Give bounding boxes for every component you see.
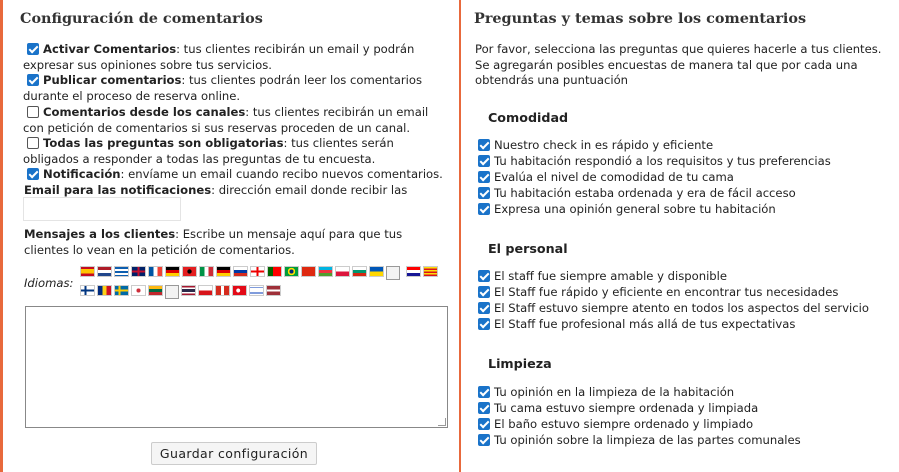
flag-eu-icon[interactable] xyxy=(215,285,230,296)
question-item xyxy=(478,317,888,333)
flag-ge-icon[interactable] xyxy=(250,266,265,277)
client-message-textarea[interactable] xyxy=(25,306,448,428)
question-item xyxy=(478,170,888,186)
client-message-desc: : Escribe un mensaje aquí para que tus clientes lo vean en la petición de comentarios. xyxy=(24,227,403,257)
feedback-questions-panel xyxy=(461,0,899,472)
broken-image-icon-2[interactable] xyxy=(165,285,179,299)
question-label: El Staff estuvo siempre atento en todos los aspectos del servicio xyxy=(494,301,869,315)
question-label: Tu habitación estaba ordenada y era de fácil acceso xyxy=(494,186,796,200)
notification-email-title: Email para las notificaciones xyxy=(24,183,212,197)
question-label: Tu opinión sobre la limpieza de las partes comunales xyxy=(494,433,801,447)
flag-nl-icon[interactable] xyxy=(97,266,112,277)
channel-comments-desc: : tus clientes recibirán un email con petición de comentarios si sus reservas proceden de un canal. xyxy=(23,105,429,135)
languages-label: Idiomas: xyxy=(24,276,74,290)
question-item xyxy=(478,202,888,218)
flag-gr-icon[interactable] xyxy=(114,266,129,277)
client-message-title: Mensajes a los clientes xyxy=(24,227,176,241)
question-checkbox[interactable] xyxy=(478,187,490,199)
flag-lv-icon[interactable] xyxy=(266,285,281,296)
question-item xyxy=(478,269,888,285)
publish-comments-checkbox[interactable] xyxy=(27,74,39,86)
question-label: Expresa una opinión general sobre tu habitación xyxy=(494,202,776,216)
flag-it-icon[interactable] xyxy=(199,266,214,277)
flag-bg-icon[interactable] xyxy=(352,266,367,277)
question-checkbox[interactable] xyxy=(478,386,490,398)
flag-ua-icon[interactable] xyxy=(369,266,384,277)
flag-de2-icon[interactable] xyxy=(216,266,231,277)
publish-comments-desc: : tus clientes podrán leer los comentarios durante el proceso de reserva online. xyxy=(23,73,423,103)
flag-az-icon[interactable] xyxy=(318,266,333,277)
flag-tr-icon[interactable] xyxy=(232,285,247,296)
notification-email-input[interactable] xyxy=(23,197,181,221)
flag-pt-icon[interactable] xyxy=(267,266,282,277)
question-label: Tu cama estuvo siempre ordenada y limpiada xyxy=(494,401,759,415)
required-questions-checkbox[interactable] xyxy=(27,137,39,149)
question-label: El Staff fue rápido y eficiente en encontrar tus necesidades xyxy=(494,285,839,299)
notification-label: Notificación xyxy=(43,167,121,181)
question-checkbox[interactable] xyxy=(478,270,490,282)
feedback-settings-title: Configuración de comentarios xyxy=(20,10,263,27)
question-item xyxy=(478,433,888,449)
question-label: El staff fue siempre amable y disponible xyxy=(494,269,728,283)
flag-al-icon[interactable] xyxy=(182,266,197,277)
client-message-label xyxy=(24,227,448,258)
question-item xyxy=(478,301,888,317)
question-label: El baño estuvo siempre ordenado y limpiado xyxy=(494,417,754,431)
notification-desc: : envíame un email cuando recibo nuevos comentarios. xyxy=(120,167,443,181)
question-item xyxy=(478,186,888,202)
flag-es-icon[interactable] xyxy=(80,266,95,277)
question-checkbox[interactable] xyxy=(478,402,490,414)
questions-intro: Por favor, selecciona las preguntas que quieres hacerle a tus clientes. Se agregarán posibles encuestas de manera tal que por cada una obtendrás una puntuación xyxy=(475,42,882,87)
flag-de-icon[interactable] xyxy=(165,266,180,277)
section-title-cleanliness: Limpieza xyxy=(488,356,552,371)
flag-lt-icon[interactable] xyxy=(148,285,163,296)
question-checkbox[interactable] xyxy=(478,139,490,151)
notification-email-desc: : dirección email donde recibir las xyxy=(211,183,408,197)
broken-image-icon[interactable] xyxy=(386,266,400,280)
question-item xyxy=(478,138,888,154)
question-item xyxy=(478,417,888,433)
flag-gb-icon[interactable] xyxy=(131,266,146,277)
activate-comments-checkbox[interactable] xyxy=(27,43,39,55)
option-publish-comments xyxy=(23,73,443,104)
question-label: Evalúa el nivel de comodidad de tu cama xyxy=(494,170,734,184)
question-label: Tu opinión en la limpieza de la habitación xyxy=(494,385,735,399)
save-settings-button[interactable]: Guardar configuración xyxy=(151,442,317,465)
question-checkbox[interactable] xyxy=(478,203,490,215)
question-checkbox[interactable] xyxy=(478,155,490,167)
flag-ru-icon[interactable] xyxy=(233,266,248,277)
flag-se-icon[interactable] xyxy=(114,285,129,296)
publish-comments-label: Publicar comentarios xyxy=(43,73,182,87)
question-label: Nuestro check in es rápido y eficiente xyxy=(494,138,714,152)
flag-cn-icon[interactable] xyxy=(301,266,316,277)
question-label: Tu habitación respondió a los requisitos y tus preferencias xyxy=(494,154,831,168)
option-activate-comments xyxy=(23,42,443,73)
flag-th-icon[interactable] xyxy=(181,285,196,296)
flag-kr-icon[interactable] xyxy=(131,285,146,296)
flag-cz-icon[interactable] xyxy=(198,285,213,296)
question-label: El Staff fue profesional más allá de tus expectativas xyxy=(494,317,796,331)
question-item xyxy=(478,401,888,417)
flag-ro-icon[interactable] xyxy=(97,285,112,296)
question-item xyxy=(478,285,888,301)
question-checkbox[interactable] xyxy=(478,302,490,314)
resize-grip-icon[interactable] xyxy=(438,418,446,426)
question-item xyxy=(478,154,888,170)
flag-il-icon[interactable] xyxy=(249,285,264,296)
required-questions-label: Todas las preguntas son obligatorias xyxy=(43,136,284,150)
flag-fr-icon[interactable] xyxy=(148,266,163,277)
flag-hr-icon[interactable] xyxy=(406,266,421,277)
flag-br-icon[interactable] xyxy=(284,266,299,277)
question-checkbox[interactable] xyxy=(478,418,490,430)
question-checkbox[interactable] xyxy=(478,171,490,183)
language-flags xyxy=(80,266,440,304)
feedback-questions-title: Preguntas y temas sobre los comentarios xyxy=(474,10,807,27)
required-questions-desc: : tus clientes serán obligados a responder a todas las preguntas de tu encuesta. xyxy=(23,136,394,166)
channel-comments-label: Comentarios desde los canales xyxy=(43,105,246,119)
section-title-comfort: Comodidad xyxy=(488,110,569,125)
question-item xyxy=(478,385,888,401)
section-title-staff: El personal xyxy=(488,241,568,256)
flag-fi-icon[interactable] xyxy=(80,285,95,296)
option-required-questions xyxy=(23,136,443,167)
flag-pl-icon[interactable] xyxy=(335,266,350,277)
question-checkbox[interactable] xyxy=(478,318,490,330)
question-checkbox[interactable] xyxy=(478,286,490,298)
channel-comments-checkbox[interactable] xyxy=(27,106,39,118)
activate-comments-desc: : tus clientes recibirán un email y podrán expresar sus opiniones sobre tus servicios. xyxy=(23,42,415,72)
activate-comments-label: Activar Comentarios xyxy=(43,42,177,56)
flag-ca-icon[interactable] xyxy=(423,266,438,277)
notification-checkbox[interactable] xyxy=(27,168,39,180)
option-notification xyxy=(23,167,443,183)
question-checkbox[interactable] xyxy=(478,434,490,446)
option-channel-comments xyxy=(23,105,443,136)
